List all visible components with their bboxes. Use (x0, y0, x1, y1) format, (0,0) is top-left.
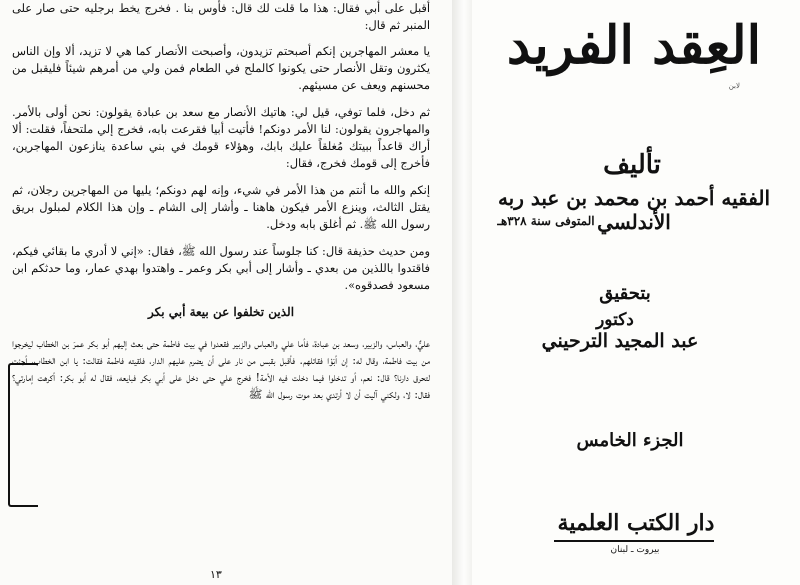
authorship-label: تأليف (603, 150, 661, 180)
author-name: الفقيه أحمد بن محمد بن عبد ربه الأندلسي (497, 186, 771, 234)
publisher-name: دار الكتب العلمية (557, 510, 715, 536)
paragraph-4: إنكم والله ما أنتم من هذا الأمر في شيء، وإنه لهم دونكم؛ يليها من المهاجرين رجلان، ثم يقتل الثالث، وينزع الأمر فيكون هاهنا ـ وأشار إلى الشام ـ وإن هذا الكلام لمبلول بريق رسول الله ﷺ. ثم أغلق بابه ودخل. (12, 183, 430, 231)
body-text (12, 0, 430, 413)
title-page (472, 0, 800, 585)
book-gutter (452, 0, 472, 585)
editing-label: بتحقيق (599, 283, 651, 304)
paragraph-2: يا معشر المهاجرين إنكم أصبحتم تزيدون، وأصبحت الأنصار كما هي لا تزيد، ألا وإن الناس يكثرون وتقل الأنصار حتى يكونوا كالملح في الطعام فمن ولي من أمرهم شيئاً فليقبل من محسنهم ويعف عن مسيئهم. (12, 44, 430, 92)
title-tag: لابن (728, 82, 740, 90)
bracketed-block (12, 335, 430, 403)
paragraph-5: ومن حديث حذيفة قال: كنا جلوساً عند رسول الله ﷺ، فقال: «إني لا أدري ما بقائي فيكم، فاقتدوا باللذين من بعدي ـ وأشار إلى أبي بكر وعمر ـ واهتدوا بهدي عمار، وما حدثكم ابن مسعود فصدقوه». (12, 244, 430, 292)
publisher-city: بيروت ـ لبنان (610, 545, 660, 555)
paragraph-3: ثم دخل، فلما توفي، قيل لي: هاتيك الأنصار مع سعد بن عبادة يقولون: نحن أولى بالأمر. والمهاجرون يقولون: لنا الأمر دونكم! فأتيت أبيا فقرعت بابه، فخرج إلي ملتحفاً، فقلت: ألا أراك قاعداً ببيتك مُغلقاً عليك بابك، وهؤلاء قومك في بني ساعدة ينازعون المهاجرين، فأخرج إلى قومك فخرج، فقال: (12, 105, 430, 170)
editor-name: عبد المجيد الترحيني (541, 330, 699, 352)
volume-label: الجزء الخامس (576, 430, 684, 451)
publisher-rule (554, 540, 714, 542)
author-death-date: المتوفى سنة ٣٢٨هـ (497, 214, 595, 228)
page-number: ١٣ (210, 568, 222, 581)
paragraph-1: أقبل على أبي فقال: هذا ما قلت لك قال: فأوس بنا . فخرج يخط برجليه حتى صار على المنبر ثم قال: (12, 1, 430, 32)
paragraph-bracketed: عليٌّ، والعباس، والزبير، وسعد بن عبادة، فأما علي والعباس والزبير فقعدوا في بيت فاطمة حتى بعث إليهم أبو بكر عمرَ بن الخطاب ليخرجوا من بيت فاطمة، وقال له: إن أبَوْا فقاتلهم. فأقبل بقبس من نار على أن يضرم عليهم الدار، فلقيته فاطمة فقالت: يا ابن الخطاب، أجئت لتحرق دارنا؟ قال: نعم، أو تدخلوا فيما دخلت فيه الأمة! فخرج علي حتى دخل على أبي بكر فبايعه، فقال له أبو بكر: أكرهت إمارتي؟ فقال: لا، ولكني آليت أن لا أرتدي بعد موت رسول الله ﷺ (12, 336, 430, 401)
book-title: العِقد الفريد (506, 15, 762, 76)
doctor-title: دكتور (596, 310, 634, 330)
hand-drawn-bracket (8, 363, 38, 507)
section-heading: الذين تخلفوا عن بيعة أبي بكر (147, 305, 295, 319)
